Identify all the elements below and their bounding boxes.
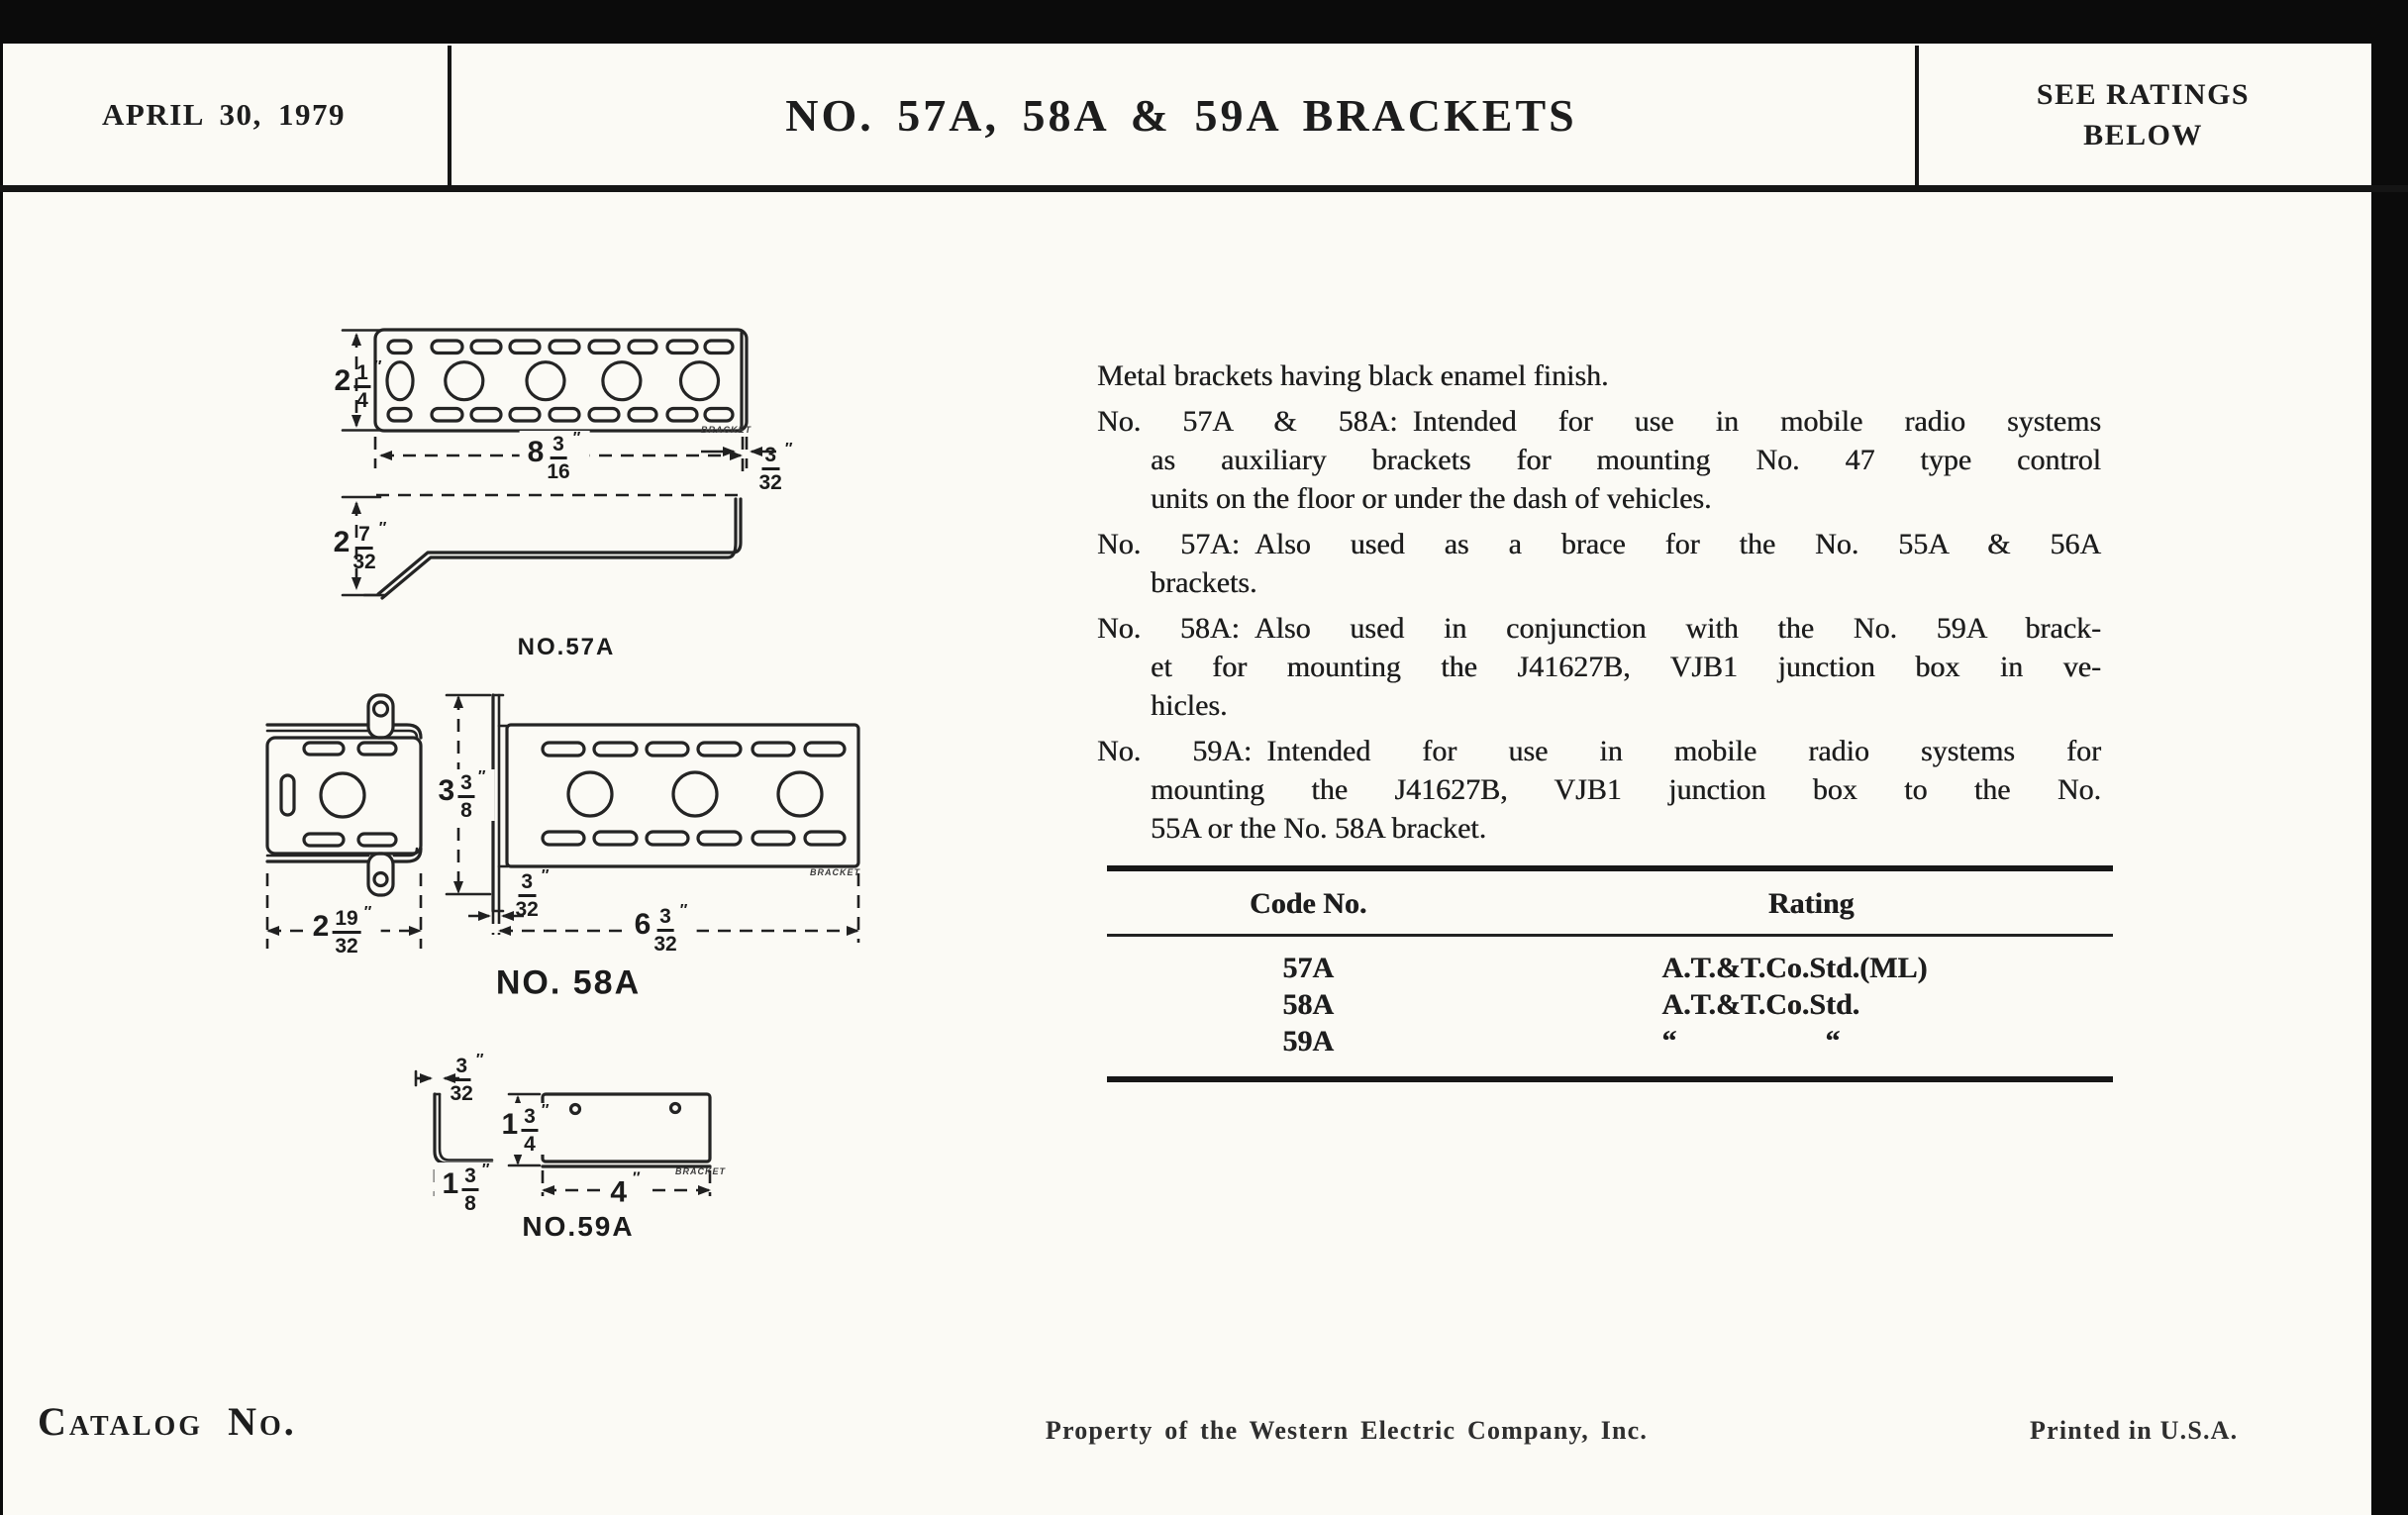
description-paragraph: [1097, 525, 2101, 602]
59a-draftsman-mark: BRACKET: [675, 1166, 726, 1176]
57a-slots-top: [388, 341, 733, 354]
table-row: [1107, 1023, 2113, 1060]
scan-edge-top: [0, 0, 2408, 44]
catalog-number-label: Catalog No.: [38, 1399, 297, 1444]
ratings-table: [1107, 865, 2113, 1082]
description-line: units on the floor or under the dash of vehicles.: [1151, 482, 1712, 515]
58a-dim-thickness: $\frac{3}{32}$ ″: [515, 867, 551, 921]
58a-slots-bottom: [543, 832, 845, 845]
59a-dim-leg: 1 $\frac{3}{8}$ ″: [434, 1162, 498, 1214]
57a-slots-bottom: [388, 409, 733, 422]
header-date: APRIL 30, 1979: [102, 97, 346, 132]
57a-holes: [387, 362, 719, 400]
description-line: brackets.: [1151, 566, 1257, 599]
57a-top-view: [375, 330, 747, 431]
59a-dim-thickness: $\frac{3}{32}$ ″: [450, 1052, 485, 1105]
description-line: No. 59A: Intended for use in mobile radio systems for: [1097, 735, 2101, 767]
code-cell: 58A: [1282, 988, 1335, 1021]
description-line: hicles.: [1151, 689, 1228, 722]
table-body: [1107, 937, 2113, 1076]
rating-cell: A.T.&T.Co.Std.(ML): [1661, 952, 1928, 984]
code-cell: 57A: [1282, 952, 1335, 984]
scan-edge-right: [2371, 0, 2408, 1515]
header-bottom-rule: [0, 185, 2408, 192]
header-divider-right: [1915, 46, 1919, 185]
57a-dim-offset: 2 $\frac{7}{32}$ ″: [333, 520, 388, 573]
59a-dim-height: 1 $\frac{3}{4}$ ″: [493, 1103, 557, 1155]
ratings-note-line1: SEE RATINGS: [2036, 78, 2251, 111]
description-paragraph: [1097, 402, 2101, 518]
table-row: [1107, 986, 2113, 1023]
description-line: as auxiliary brackets for mounting No. 47 type control: [1151, 444, 2101, 476]
59a-label: NO.59A: [522, 1211, 635, 1242]
58a-dim-end-width: 2 $\frac{19}{32}$ ″: [305, 905, 381, 957]
57a-side-profile: [343, 495, 745, 598]
description-line: No. 57A: Also used as a brace for the No. 55A & 56A: [1097, 528, 2101, 560]
property-notice: Property of the Western Electric Company, Inc.: [1045, 1416, 1649, 1445]
table-bottom-rule: [1107, 1076, 2113, 1082]
rating-cell: A.T.&T.Co.Std.: [1661, 988, 1860, 1021]
ratings-note-line2: BELOW: [2083, 119, 2203, 152]
description-block: [1097, 356, 2101, 855]
57a-dim-height: 2 $\frac{1}{4}$ ″: [334, 358, 383, 412]
page-title: NO. 57A, 58A & 59A BRACKETS: [785, 89, 1577, 141]
description-paragraph: [1097, 732, 2101, 848]
description-intro: Metal brackets having black enamel finish.: [1097, 359, 1609, 392]
58a-slots-top: [543, 743, 845, 756]
table-row: [1107, 950, 2113, 986]
column-header-code: Code No.: [1250, 887, 1367, 920]
57a-dim-width: 8 $\frac{3}{16}$ ″: [520, 431, 590, 482]
printed-in-usa-label: Printed in U.S.A.: [2030, 1416, 2239, 1445]
58a-label: NO. 58A: [495, 963, 642, 1002]
58a-holes: [568, 772, 822, 816]
57a-draftsman-mark: BRACKET: [701, 425, 752, 435]
description-line: No. 58A: Also used in conjunction with the No. 59A brack-: [1097, 612, 2101, 645]
scan-edge-left: [0, 44, 3, 1515]
rating-cell: “ “: [1661, 1025, 1841, 1058]
57a-label: NO.57A: [517, 634, 616, 660]
58a-dim-height: 3 $\frac{3}{8}$ ″: [430, 769, 494, 821]
58a-draftsman-mark: BRACKET: [810, 867, 860, 877]
58a-dim-width: 6 $\frac{3}{32}$ ″: [627, 903, 697, 955]
header-divider-left: [448, 46, 452, 185]
header-ratings-note: [1915, 46, 2371, 184]
code-cell: 59A: [1282, 1025, 1335, 1058]
description-line: No. 57A & 58A: Intended for use in mobile radio systems: [1097, 405, 2101, 438]
description-line: et for mounting the J41627B, VJB1 junction box in ve-: [1151, 651, 2101, 683]
57a-dim-lip: $\frac{3}{32}$ ″: [758, 441, 794, 494]
59a-dim-width: 4 ″: [602, 1171, 649, 1208]
description-paragraph: [1097, 609, 2101, 725]
table-header-row: [1107, 871, 2113, 934]
column-header-rating: Rating: [1767, 887, 1855, 920]
description-line: mounting the J41627B, VJB1 junction box to the No.: [1151, 773, 2101, 806]
description-line: 55A or the No. 58A bracket.: [1151, 812, 1487, 845]
